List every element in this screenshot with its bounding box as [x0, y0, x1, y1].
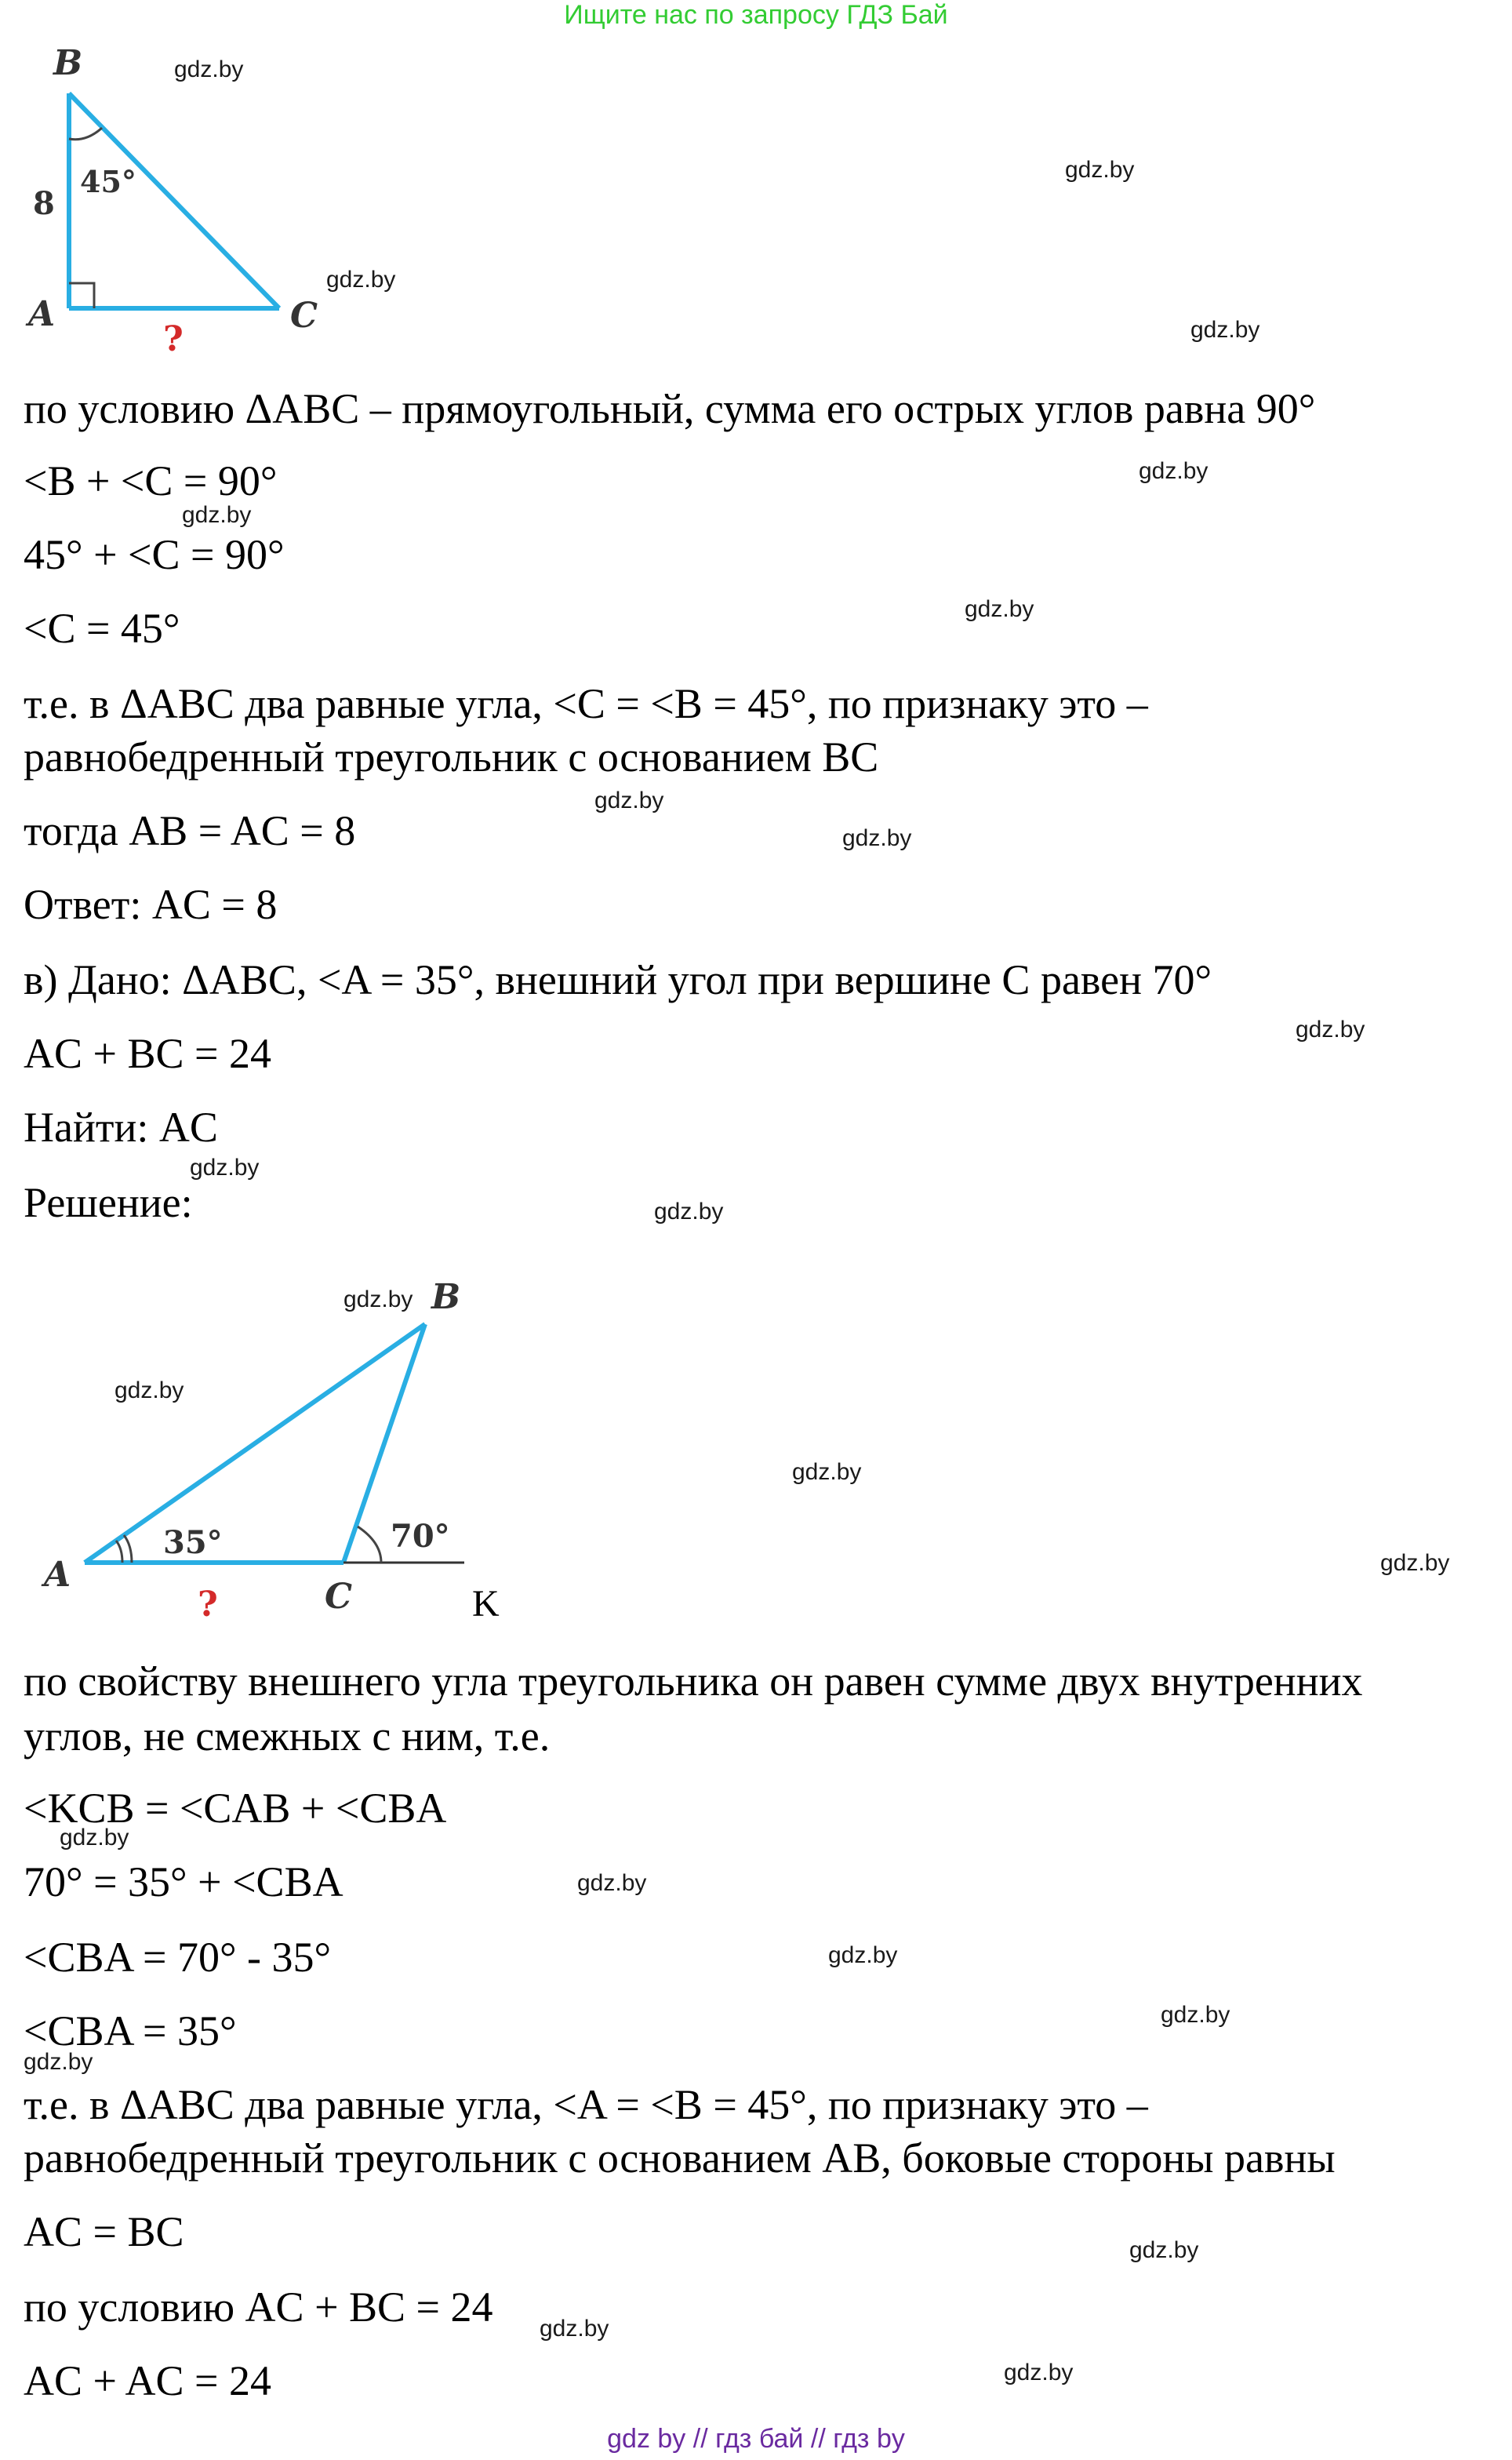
text-line: по свойству внешнего угла треугольника он равен сумме двух внутренних: [24, 1658, 1363, 1705]
watermark: gdz.by: [326, 267, 396, 293]
watermark: gdz.by: [842, 825, 912, 851]
angle-ext-value: 70°: [391, 1518, 450, 1555]
vertex-c-label: C: [290, 296, 318, 336]
vertex-b-label: B: [431, 1277, 461, 1317]
angle-ext-arc: [358, 1527, 381, 1563]
watermark: gdz.by: [174, 56, 244, 82]
text-line: <CBA = 70° - 35°: [24, 1934, 332, 1981]
unknown-side-mark: ?: [198, 1585, 218, 1625]
text-line: 70° = 35° + <CBA: [24, 1858, 343, 1905]
text-line: по условию AC + BC = 24: [24, 2284, 493, 2331]
text-line: <C = 45°: [24, 605, 180, 652]
figure-right-triangle: [16, 43, 345, 373]
watermark: gdz.by: [1004, 2360, 1074, 2385]
watermark: gdz.by: [114, 1377, 184, 1403]
text-line: т.е. в ΔABC два равные угла, <A = <B = 45°, по признаку это –: [24, 2081, 1148, 2128]
vertex-c-label: C: [325, 1577, 353, 1617]
text-line: в) Дано: ΔABC, <A = 35°, внешний угол при вершине C равен 70°: [24, 956, 1212, 1003]
answer-line: Ответ: AC = 8: [24, 881, 278, 928]
unknown-side-mark: ?: [163, 319, 184, 359]
text-line: т.е. в ΔABC два равные угла, <C = <B = 45°, по признаку это –: [24, 680, 1148, 727]
site-footer-links[interactable]: gdz by // гдз бай // гдз by: [607, 2424, 905, 2454]
watermark: gdz.by: [1065, 157, 1135, 183]
watermark: gdz.by: [1380, 1550, 1450, 1576]
site-header-banner[interactable]: Ищите нас по запросу ГДЗ Бай: [564, 0, 948, 30]
text-line: <B + <C = 90°: [24, 457, 278, 504]
side-ab-value: 8: [33, 185, 55, 222]
watermark: gdz.by: [1161, 2002, 1230, 2028]
right-angle-mark: [69, 283, 94, 308]
text-line: равнобедренный треугольник с основанием BC: [24, 733, 879, 781]
text-line: AC + AC = 24: [24, 2357, 271, 2404]
text-line: по условию ΔABC – прямоугольный, сумма его острых углов равна 90°: [24, 385, 1316, 432]
watermark: gdz.by: [60, 1825, 129, 1850]
watermark: gdz.by: [654, 1199, 724, 1225]
text-line: Найти: AC: [24, 1104, 218, 1151]
side-bc: [69, 93, 279, 308]
text-line: AC + BC = 24: [24, 1030, 271, 1077]
watermark: gdz.by: [965, 596, 1034, 622]
watermark: gdz.by: [594, 788, 664, 813]
point-k-label: K: [472, 1583, 500, 1625]
watermark: gdz.by: [577, 1870, 647, 1896]
watermark: gdz.by: [828, 1942, 898, 1968]
watermark: gdz.by: [190, 1155, 260, 1181]
watermark: gdz.by: [1296, 1017, 1365, 1043]
watermark: gdz.by: [1139, 458, 1209, 484]
figure-exterior-angle-triangle: [31, 1263, 533, 1639]
text-line: 45° + <C = 90°: [24, 531, 285, 578]
vertex-a-label: A: [28, 294, 56, 334]
text-line: равнобедренный треугольник с основанием AB, боковые стороны равны: [24, 2134, 1336, 2182]
watermark: gdz.by: [1190, 317, 1260, 343]
angle-a-value: 35°: [163, 1524, 223, 1561]
angle-a-arc-1: [116, 1541, 122, 1563]
watermark: gdz.by: [24, 2049, 93, 2075]
watermark: gdz.by: [792, 1459, 862, 1485]
vertex-a-label: A: [44, 1555, 71, 1595]
vertex-b-label: B: [53, 43, 83, 83]
side-ab: [85, 1324, 425, 1563]
text-line: <KCB = <CAB + <CBA: [24, 1785, 447, 1832]
angle-b-value: 45°: [80, 164, 136, 199]
watermark: gdz.by: [343, 1286, 413, 1312]
text-line: тогда AB = AC = 8: [24, 807, 356, 854]
watermark: gdz.by: [540, 2316, 609, 2342]
watermark: gdz.by: [1129, 2237, 1199, 2263]
text-line: Решение:: [24, 1179, 193, 1226]
angle-a-arc-2: [124, 1535, 132, 1563]
watermark: gdz.by: [182, 502, 252, 528]
text-line: углов, не смежных с ним, т.е.: [24, 1712, 551, 1759]
text-line: AC = BC: [24, 2208, 184, 2255]
angle-b-arc: [69, 128, 102, 140]
text-line: <CBA = 35°: [24, 2007, 237, 2054]
